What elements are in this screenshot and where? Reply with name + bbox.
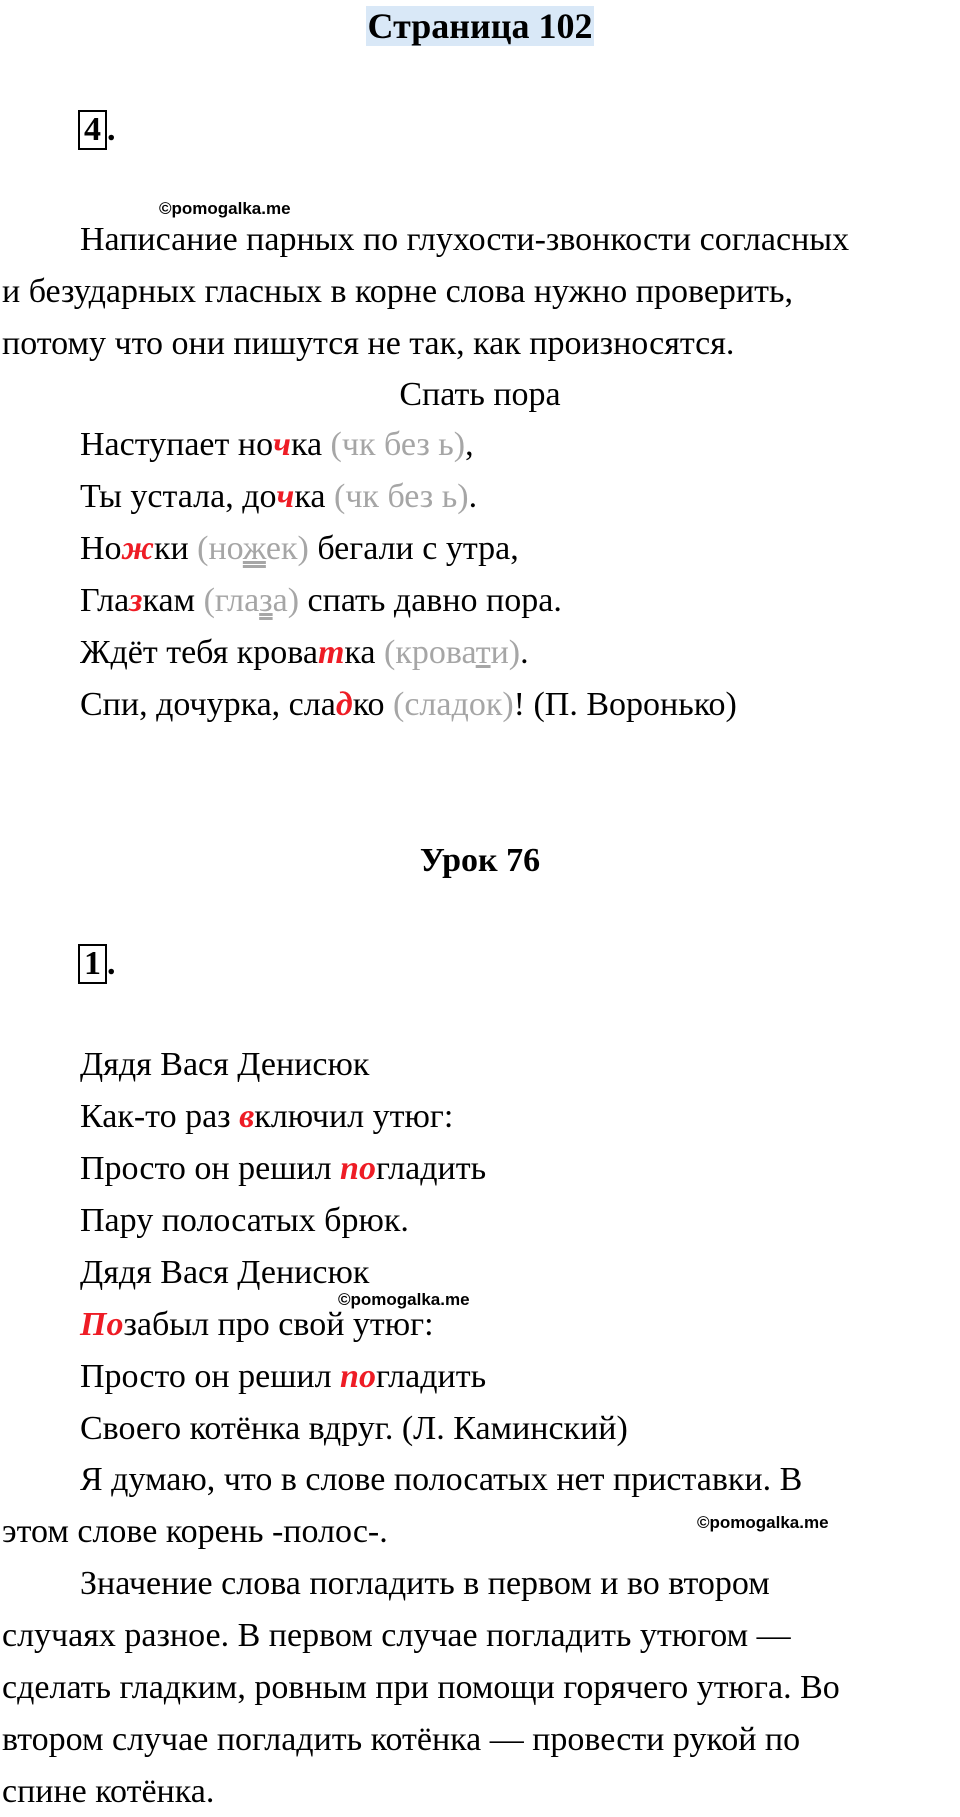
poem-text: Спи, дочурка, сла <box>80 686 336 723</box>
highlighted-letter: ж <box>121 530 154 567</box>
poem-text: ка <box>344 634 385 671</box>
poem-text: гладить <box>375 1358 487 1395</box>
check-word-hint <box>334 478 469 515</box>
poem-line <box>80 472 477 522</box>
highlighted-prefix: по <box>340 1150 376 1187</box>
poem-text: ключил утюг: <box>254 1098 454 1135</box>
poem-text: , <box>465 426 474 463</box>
poem-text: Просто он решил <box>80 1150 341 1187</box>
hint-underlined-letter: т <box>475 634 491 671</box>
highlighted-letter: ч <box>276 478 295 515</box>
poem-text: Ты устала, до <box>80 478 277 515</box>
poem-text: Своего котёнка вдруг. (Л. Каминский) <box>80 1410 628 1447</box>
page-title: Страница 102 <box>367 6 593 46</box>
task-1-para1-line-1: Я думаю, что в слове полосатых нет приставки. В <box>80 1461 803 1498</box>
poem-text: ко <box>352 686 394 723</box>
poem-line <box>80 1040 369 1090</box>
task-1-para2-line-2: случаях разное. В первом случае погладить утюгом — <box>2 1617 791 1654</box>
hint-underlined-letter: ж <box>242 530 266 567</box>
highlighted-letter: з <box>129 582 143 619</box>
poem-text: кам <box>142 582 204 619</box>
lesson-title: Урок 76 <box>419 842 541 879</box>
poem-line <box>80 420 474 470</box>
poem-text: Наступает но <box>80 426 274 463</box>
poem-text: гладить <box>375 1150 487 1187</box>
task-4-number: 4 . <box>78 110 116 150</box>
task-1-para2-line-4: втором случае погладить котёнка — провести рукой по <box>2 1721 801 1758</box>
poem-text: . <box>520 634 529 671</box>
poem-line <box>80 1248 369 1298</box>
watermark: ©pomogalka.me <box>159 199 291 218</box>
poem-line <box>80 1352 486 1402</box>
highlighted-letter: т <box>317 634 345 671</box>
hint-text: (но <box>197 530 243 567</box>
highlighted-letter: ч <box>273 426 291 463</box>
poem-text: Просто он решил <box>80 1358 341 1395</box>
poem-line <box>80 1144 486 1194</box>
task-1-para2-line-1: Значение слова погладить в первом и во втором <box>80 1565 770 1602</box>
poem-text: ка <box>294 478 334 515</box>
hint-underlined-letter: з <box>259 582 273 619</box>
poem-text: ка <box>290 426 331 463</box>
poem-line <box>80 680 737 730</box>
hint-text: (чк без ь) <box>330 426 466 463</box>
poem-line <box>80 576 562 626</box>
check-word-hint <box>331 426 466 463</box>
poem-text: Как-то раз <box>80 1098 240 1135</box>
poem-text: Но <box>80 530 122 567</box>
poem-text: . <box>468 478 478 515</box>
hint-text: (сла <box>393 686 452 723</box>
hint-underlined-letter: д <box>451 686 469 723</box>
hint-text: а) <box>272 582 300 619</box>
poem-text: бегали с утра, <box>308 530 519 567</box>
task-1-para1-line-2: этом слове корень -полос-. <box>2 1513 388 1550</box>
task-1-para2-line-3: сделать гладким, ровным при помощи горячего утюга. Во <box>2 1669 840 1706</box>
check-word-hint <box>197 530 309 567</box>
task-1-number: 1 . <box>78 944 116 984</box>
watermark: ©pomogalka.me <box>697 1513 829 1532</box>
check-word-hint <box>204 582 299 619</box>
hint-text: (чк без ь) <box>334 478 469 515</box>
poem-text: Пару полосатых брюк. <box>80 1202 409 1239</box>
poem-text: ! (П. Воронько) <box>513 686 737 723</box>
hint-text: (крова <box>384 634 476 671</box>
poem-line <box>80 524 519 574</box>
highlighted-letter: д <box>335 686 353 723</box>
poem-line <box>80 628 529 678</box>
poem-text: забыл про свой утюг: <box>123 1306 434 1343</box>
poem-line <box>80 1404 628 1454</box>
poem-text: Дядя Вася Денисюк <box>80 1046 370 1083</box>
task-4-para-line-3: потому что они пишутся не так, как произносятся. <box>2 325 735 362</box>
task-4-para-line-1: Написание парных по глухости-звонкости согласных <box>80 221 850 258</box>
poem-text: ки <box>153 530 198 567</box>
poem-text: Ждёт тебя крова <box>80 634 318 671</box>
poem-text: спать давно пора. <box>299 582 562 619</box>
highlighted-prefix: по <box>340 1358 376 1395</box>
task-1-para2-line-5: спине котёнка. <box>2 1773 215 1810</box>
highlighted-prefix: в <box>239 1098 255 1135</box>
hint-text: ек) <box>265 530 309 567</box>
poem-line <box>80 1196 409 1246</box>
check-word-hint <box>384 634 520 671</box>
poem-text: Гла <box>80 582 130 619</box>
hint-text: и) <box>490 634 521 671</box>
task-4-para-line-2: и безударных гласных в корне слова нужно проверить, <box>2 273 793 310</box>
highlighted-prefix: По <box>80 1306 124 1343</box>
poem-title: Спать пора <box>399 376 561 413</box>
hint-text: ок) <box>468 686 514 723</box>
poem-line <box>80 1092 453 1142</box>
poem-text: Дядя Вася Денисюк <box>80 1254 370 1291</box>
check-word-hint <box>393 686 514 723</box>
hint-text: (гла <box>203 582 260 619</box>
watermark: ©pomogalka.me <box>338 1290 470 1309</box>
